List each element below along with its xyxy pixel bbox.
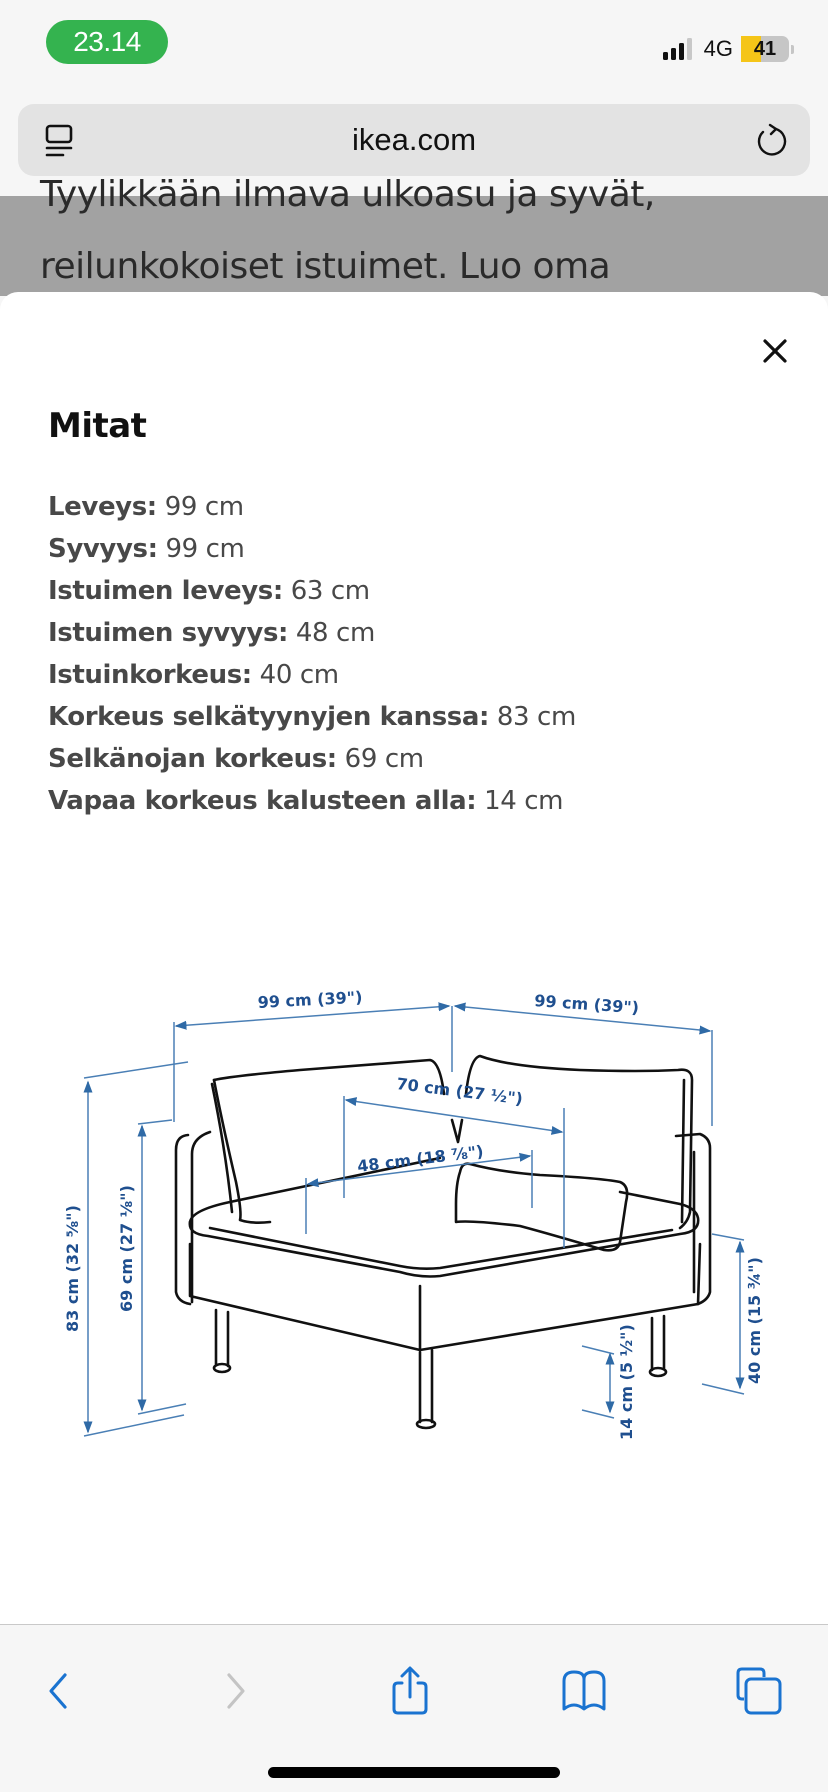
label-height-cushions: 83 cm (32 ⅝") <box>63 1205 82 1332</box>
dimension-label: Selkänojan korkeus: <box>48 744 337 774</box>
status-bar <box>0 0 828 90</box>
label-free-height: 14 cm (5 ½") <box>617 1324 636 1440</box>
dimension-item <box>48 486 576 528</box>
dimension-label: Istuinkorkeus: <box>48 660 252 690</box>
dimension-label: Leveys: <box>48 492 157 522</box>
tabs-button[interactable] <box>730 1661 790 1721</box>
label-seat-width: 70 cm (27 ½") <box>395 1074 524 1109</box>
address-bar[interactable] <box>18 104 810 176</box>
dimensions-sheet <box>0 292 828 1624</box>
background-page-overlay[interactable] <box>0 174 828 296</box>
url-text[interactable]: ikea.com <box>351 122 477 157</box>
status-indicators <box>663 36 794 62</box>
status-time: 23.14 <box>46 20 168 64</box>
dimension-labels <box>63 988 764 1440</box>
dimension-label: Istuimen leveys: <box>48 576 283 606</box>
dimension-value: 69 cm <box>344 744 424 774</box>
sheet-title: Mitat <box>48 406 147 446</box>
dimension-value: 83 cm <box>496 702 576 732</box>
back-button[interactable] <box>28 1661 88 1721</box>
dimension-item <box>48 696 576 738</box>
book-icon <box>559 1669 609 1713</box>
dimension-value: 99 cm <box>165 534 245 564</box>
dimension-value: 99 cm <box>164 492 244 522</box>
chevron-right-icon <box>221 1669 251 1713</box>
dimension-label: Vapaa korkeus kalusteen alla: <box>48 786 477 816</box>
dimension-value: 63 cm <box>290 576 370 606</box>
battery-tip <box>791 45 794 54</box>
label-width-left: 99 cm (39") <box>257 987 363 1012</box>
dimension-item <box>48 528 576 570</box>
dimension-item <box>48 570 576 612</box>
dimensions-list <box>48 486 576 822</box>
cellular-signal-icon <box>663 38 692 60</box>
network-type: 4G <box>703 36 733 61</box>
share-icon <box>388 1665 432 1717</box>
battery-icon <box>741 36 789 62</box>
chevron-left-icon <box>43 1669 73 1713</box>
browser-toolbar <box>0 1624 828 1792</box>
reload-icon[interactable] <box>754 122 788 158</box>
dimension-value: 48 cm <box>295 618 375 648</box>
tabs-icon <box>736 1667 784 1715</box>
sofa-dimension-diagram <box>0 972 828 1532</box>
share-button[interactable] <box>380 1661 440 1721</box>
dimension-item <box>48 738 576 780</box>
close-icon[interactable] <box>758 334 792 368</box>
label-seat-height: 40 cm (15 ¾") <box>745 1257 764 1384</box>
background-text-line: Tyylikkään ilmava ulkoasu ja syvät, <box>40 174 655 215</box>
background-text-line: reilunkokoiset istuimet. Luo oma <box>40 246 611 287</box>
dimension-value: 14 cm <box>484 786 564 816</box>
label-back-height: 69 cm (27 ⅛") <box>117 1185 136 1312</box>
dimension-label: Syvyys: <box>48 534 158 564</box>
dimension-label: Istuimen syvyys: <box>48 618 289 648</box>
battery-percent: 41 <box>753 37 777 60</box>
tab-overview-icon[interactable] <box>44 124 74 158</box>
label-seat-depth: 48 cm (18 ⅞") <box>356 1141 485 1176</box>
dimension-value: 40 cm <box>259 660 339 690</box>
dimension-label: Korkeus selkätyynyjen kanssa: <box>48 702 490 732</box>
bookmarks-button[interactable] <box>554 1661 614 1721</box>
label-width-right: 99 cm (39") <box>533 991 640 1018</box>
forward-button[interactable] <box>206 1661 266 1721</box>
dimension-item <box>48 612 576 654</box>
dimension-item <box>48 654 576 696</box>
dimension-item <box>48 780 576 822</box>
home-indicator[interactable] <box>268 1767 560 1778</box>
